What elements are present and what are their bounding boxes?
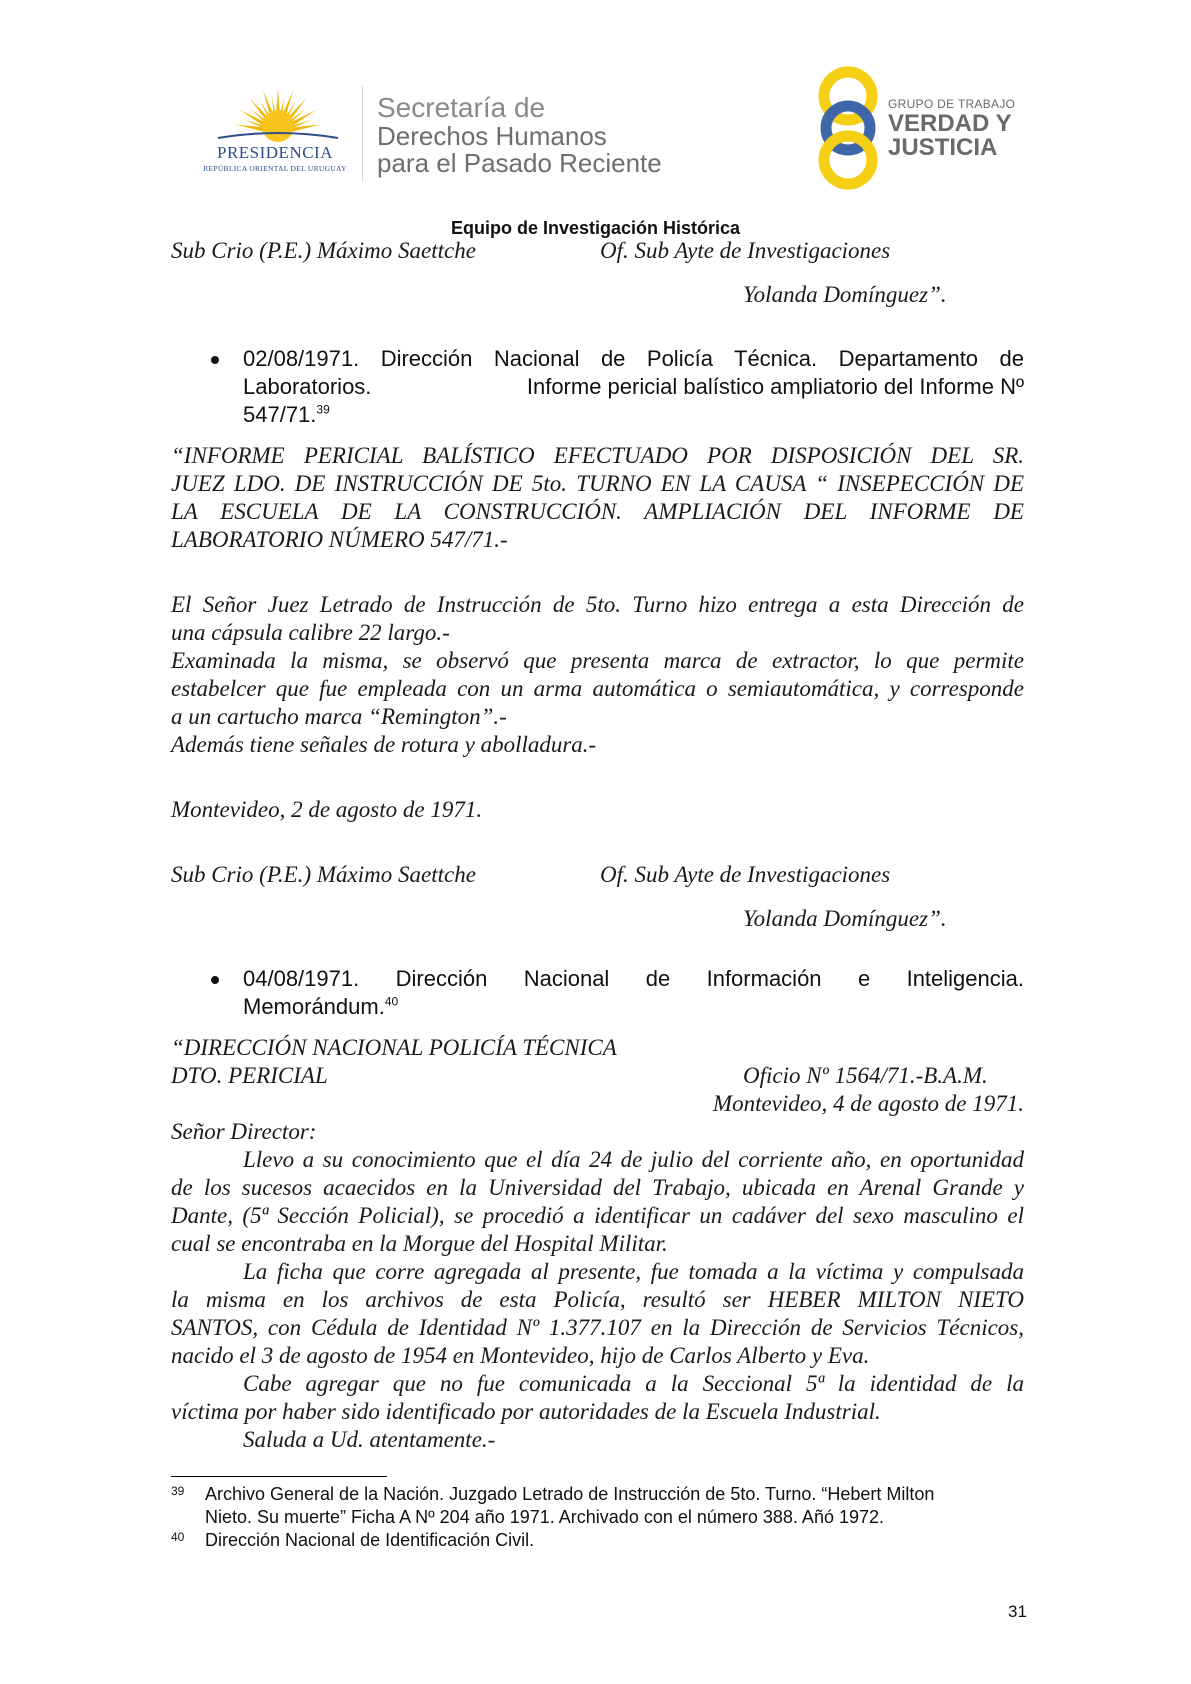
footnote-39-line-2: Nieto. Su muerte” Ficha A Nº 204 año 1971. Archivado con el número 388. Añó 1972. (205, 1507, 885, 1527)
quote-1-line-3: LA ESCUELA DE LA CONSTRUCCIÓN. AMPLIACIÓN DEL INFORME DE (171, 499, 1024, 524)
memo-line-6: la misma en los archivos de esta Policía, resultó ser HEBER MILTON NIETO (171, 1287, 1024, 1312)
signature-1-left: Sub Crio (P.E.) Máximo Saettche (171, 238, 476, 263)
bullet-1-dot (211, 356, 219, 364)
para-1-line-2: una cápsula calibre 22 largo.- (171, 620, 450, 645)
bullet-1-line-2a: Laboratorios. (243, 374, 372, 399)
footnote-40-line-1: Dirección Nacional de Identificación Civil. (205, 1530, 535, 1550)
memo-line-10: víctima por haber sido identificado por autoridades de la Escuela Industrial. (171, 1399, 881, 1424)
footnote-rule (171, 1476, 387, 1477)
footnote-40-number: 40 (171, 1530, 185, 1544)
memo-line-11: Saluda a Ud. atentamente.- (243, 1427, 496, 1452)
para-1-line-1: El Señor Juez Letrado de Instrucción de 5to. Turno hizo entrega a esta Dirección de (171, 592, 1024, 617)
memo-line-5: La ficha que corre agregada al presente, fue tomada a la víctima y compulsada (243, 1259, 1024, 1284)
team-title: Equipo de Investigación Histórica (450, 218, 741, 238)
quote-1-line-4: LABORATORIO NÚMERO 547/71.- (171, 527, 508, 552)
date-1: Montevideo, 2 de agosto de 1971. (171, 797, 483, 822)
presidencia-label: PRESIDENCIA (216, 143, 333, 162)
bullet-1-ref-text: 547/71. (243, 402, 317, 427)
signature-1-name: Yolanda Domínguez”. (743, 282, 947, 307)
para-1-line-4: estabelcer que fue empleada con un arma automática o semiautomática, y corresponde (171, 676, 1024, 701)
page-number: 31 (1008, 1602, 1027, 1621)
memo-heading-2: DTO. PERICIAL (171, 1063, 328, 1088)
secretaria-line-1: Secretaría de (377, 92, 546, 123)
memo-oficio: Oficio Nº 1564/71.-B.A.M. (743, 1063, 988, 1088)
memo-line-4: cual se encontraba en la Morgue del Hospital Militar. (171, 1231, 668, 1256)
presidencia-subtitle: REPÚBLICA ORIENTAL DEL URUGUAY (203, 164, 347, 173)
signature-1-right: Of. Sub Ayte de Investigaciones (600, 238, 891, 263)
bullet-2-word: Información (706, 966, 822, 991)
para-1-line-3: Examinada la misma, se observó que presenta marca de extractor, lo que permite (171, 648, 1024, 673)
bullet-2-word: Dirección (395, 966, 488, 991)
signature-2-left: Sub Crio (P.E.) Máximo Saettche (171, 862, 476, 887)
footnote-39-number: 39 (171, 1484, 185, 1498)
bullet-2-word: 04/08/1971. (243, 966, 360, 991)
grupo-trabajo-label: GRUPO DE TRABAJO (888, 97, 1016, 111)
header-divider (362, 86, 363, 182)
memo-line-7: SANTOS, con Cédula de Identidad Nº 1.377.107 en la Dirección de Servicios Técnicos, (171, 1315, 1024, 1340)
bullet-2-dot (211, 976, 219, 984)
para-1-line-5: a un cartucho marca “Remington”.- (171, 704, 507, 729)
bullet-2-line-2 (243, 993, 1024, 1021)
footnote-ref-40: 40 (384, 994, 399, 1009)
memo-line-8: nacido el 3 de agosto de 1954 en Montevideo, hijo de Carlos Alberto y Eva. (171, 1343, 870, 1368)
bullet-1-line-2 (243, 373, 1024, 401)
secretaria-line-2: Derechos Humanos (377, 121, 607, 151)
footnote-39-line-1: Archivo General de la Nación. Juzgado Letrado de Instrucción de 5to. Turno. “Hebert Milton (205, 1484, 935, 1504)
memo-line-9: Cabe agregar que no fue comunicada a la Seccional 5ª la identidad de la (243, 1371, 1024, 1396)
signature-2-name: Yolanda Domínguez”. (743, 906, 947, 931)
para-1-line-6: Además tiene señales de rotura y abolladura.- (171, 732, 597, 757)
memo-heading-1: “DIRECCIÓN NACIONAL POLICÍA TÉCNICA (171, 1035, 617, 1060)
memo-salutation: Señor Director: (171, 1119, 317, 1144)
memo-date: Montevideo, 4 de agosto de 1971. (712, 1091, 1024, 1116)
signature-2-right: Of. Sub Ayte de Investigaciones (600, 862, 891, 887)
memo-line-3: Dante, (5ª Sección Policial), se procedió a identificar un cadáver del sexo masculino el (171, 1203, 1024, 1228)
justicia-label: JUSTICIA (888, 134, 998, 161)
memo-line-1: Llevo a su conocimiento que el día 24 de julio del corriente año, en oportunidad (243, 1147, 1024, 1172)
bullet-2-word: Inteligencia. (906, 966, 1024, 991)
quote-1-line-2: JUEZ LDO. DE INSTRUCCIÓN DE 5to. TURNO EN LA CAUSA “ INSEPECCIÓN DE (171, 471, 1024, 496)
bullet-2-word: Nacional (523, 966, 610, 991)
verdad-label: VERDAD Y (888, 110, 1012, 137)
bullet-1-line-1: 02/08/1971. Dirección Nacional de Policía Técnica. Departamento de (243, 346, 1024, 371)
bullet-1-line-2b: Informe pericial balístico ampliatorio del Informe Nº (526, 374, 1024, 399)
bullet-2-word: de (645, 966, 671, 991)
bullet-2-line-1 (243, 965, 1024, 993)
quote-1-line-1: “INFORME PERICIAL BALÍSTICO EFECTUADO POR DISPOSICIÓN DEL SR. (171, 443, 1024, 468)
bullet-1-line-3 (243, 401, 1024, 429)
memo-line-2: de los sucesos acaecidos en la Universidad del Trabajo, ubicada en Arenal Grande y (171, 1175, 1024, 1200)
bullet-2-word: e (857, 966, 871, 991)
footnote-ref-39: 39 (316, 402, 330, 417)
bullet-2-memo-text: Memorándum. (243, 994, 385, 1019)
secretaria-line-3: para el Pasado Reciente (377, 148, 662, 178)
